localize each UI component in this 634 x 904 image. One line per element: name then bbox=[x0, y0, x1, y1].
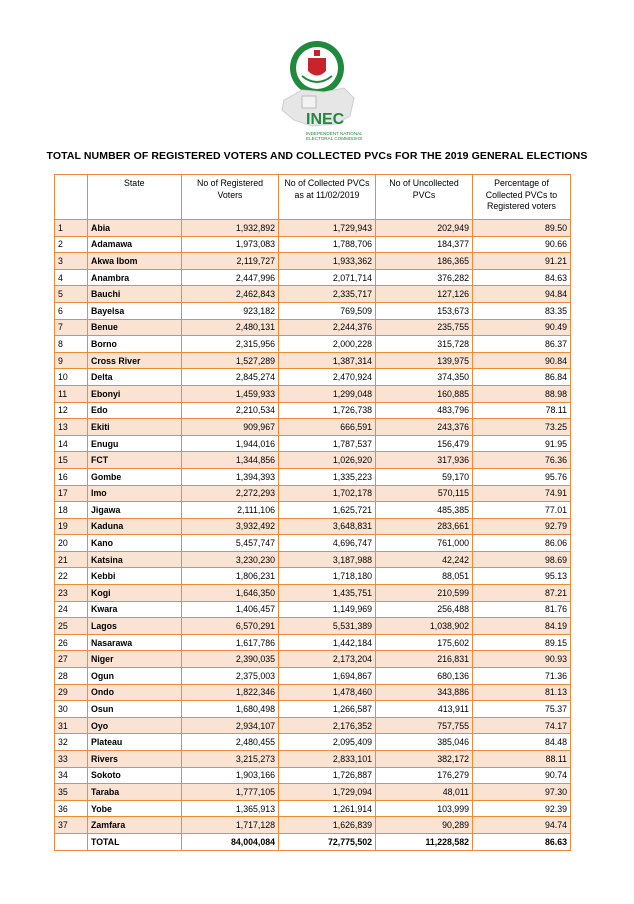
uncollected-pvcs: 90,289 bbox=[376, 817, 473, 834]
registered-voters: 1,406,457 bbox=[182, 601, 279, 618]
uncollected-pvcs: 483,796 bbox=[376, 402, 473, 419]
registered-voters: 1,344,856 bbox=[182, 452, 279, 469]
registered-voters: 1,617,786 bbox=[182, 634, 279, 651]
state-name: Lagos bbox=[88, 618, 182, 635]
table-row bbox=[55, 800, 571, 817]
row-index: 37 bbox=[55, 817, 88, 834]
total-percentage: 86.63 bbox=[473, 833, 571, 850]
registered-voters: 1,944,016 bbox=[182, 435, 279, 452]
page-title: TOTAL NUMBER OF REGISTERED VOTERS AND COLLECTED PVCs FOR THE 2019 GENERAL ELECTIONS bbox=[46, 150, 588, 162]
uncollected-pvcs: 1,038,902 bbox=[376, 618, 473, 635]
uncollected-pvcs: 256,488 bbox=[376, 601, 473, 618]
registered-voters: 1,777,105 bbox=[182, 784, 279, 801]
state-name: Delta bbox=[88, 369, 182, 386]
header-state: State bbox=[88, 175, 182, 220]
state-name: Jigawa bbox=[88, 502, 182, 519]
registered-voters: 2,119,727 bbox=[182, 253, 279, 270]
uncollected-pvcs: 757,755 bbox=[376, 717, 473, 734]
uncollected-pvcs: 127,126 bbox=[376, 286, 473, 303]
collected-percentage: 81.76 bbox=[473, 601, 571, 618]
logo-text: INEC bbox=[306, 111, 345, 128]
table-row bbox=[55, 618, 571, 635]
collected-percentage: 86.06 bbox=[473, 535, 571, 552]
header-registered: No of Registered Voters bbox=[182, 175, 279, 220]
uncollected-pvcs: 570,115 bbox=[376, 485, 473, 502]
row-index: 31 bbox=[55, 717, 88, 734]
table-row bbox=[55, 668, 571, 685]
registered-voters: 1,717,128 bbox=[182, 817, 279, 834]
collected-pvcs: 1,726,887 bbox=[279, 767, 376, 784]
table-row bbox=[55, 784, 571, 801]
uncollected-pvcs: 88,051 bbox=[376, 568, 473, 585]
uncollected-pvcs: 153,673 bbox=[376, 302, 473, 319]
registered-voters: 3,230,230 bbox=[182, 551, 279, 568]
registered-voters: 2,111,106 bbox=[182, 502, 279, 519]
row-index: 3 bbox=[55, 253, 88, 270]
collected-pvcs: 1,694,867 bbox=[279, 668, 376, 685]
collected-pvcs: 2,470,924 bbox=[279, 369, 376, 386]
row-index: 16 bbox=[55, 468, 88, 485]
collected-percentage: 90.84 bbox=[473, 352, 571, 369]
table-row bbox=[55, 385, 571, 402]
table-row bbox=[55, 551, 571, 568]
row-index: 9 bbox=[55, 352, 88, 369]
state-name: Ogun bbox=[88, 668, 182, 685]
collected-pvcs: 2,095,409 bbox=[279, 734, 376, 751]
state-name: Benue bbox=[88, 319, 182, 336]
total-row bbox=[55, 833, 571, 850]
registered-voters: 2,272,293 bbox=[182, 485, 279, 502]
collected-percentage: 84.19 bbox=[473, 618, 571, 635]
table-row bbox=[55, 767, 571, 784]
collected-percentage: 73.25 bbox=[473, 419, 571, 436]
table-row bbox=[55, 468, 571, 485]
collected-percentage: 76.36 bbox=[473, 452, 571, 469]
row-index: 8 bbox=[55, 336, 88, 353]
uncollected-pvcs: 216,831 bbox=[376, 651, 473, 668]
collected-pvcs: 1,478,460 bbox=[279, 684, 376, 701]
state-name: Yobe bbox=[88, 800, 182, 817]
uncollected-pvcs: 48,011 bbox=[376, 784, 473, 801]
uncollected-pvcs: 156,479 bbox=[376, 435, 473, 452]
collected-pvcs: 1,788,706 bbox=[279, 236, 376, 253]
registered-voters: 2,480,131 bbox=[182, 319, 279, 336]
table-row bbox=[55, 817, 571, 834]
uncollected-pvcs: 485,385 bbox=[376, 502, 473, 519]
collected-percentage: 83.35 bbox=[473, 302, 571, 319]
table-row bbox=[55, 269, 571, 286]
registered-voters: 1,459,933 bbox=[182, 385, 279, 402]
collected-pvcs: 769,509 bbox=[279, 302, 376, 319]
registered-voters: 2,934,107 bbox=[182, 717, 279, 734]
state-name: Niger bbox=[88, 651, 182, 668]
total-uncollected: 11,228,582 bbox=[376, 833, 473, 850]
row-index: 23 bbox=[55, 585, 88, 602]
row-index: 6 bbox=[55, 302, 88, 319]
table-header-row bbox=[55, 175, 571, 220]
collected-percentage: 78.11 bbox=[473, 402, 571, 419]
state-name: Kebbi bbox=[88, 568, 182, 585]
uncollected-pvcs: 176,279 bbox=[376, 767, 473, 784]
collected-pvcs: 2,244,376 bbox=[279, 319, 376, 336]
collected-percentage: 75.37 bbox=[473, 701, 571, 718]
registered-voters: 2,845,274 bbox=[182, 369, 279, 386]
table-row bbox=[55, 684, 571, 701]
table-row bbox=[55, 502, 571, 519]
collected-percentage: 91.95 bbox=[473, 435, 571, 452]
row-index: 15 bbox=[55, 452, 88, 469]
uncollected-pvcs: 139,975 bbox=[376, 352, 473, 369]
collected-pvcs: 1,442,184 bbox=[279, 634, 376, 651]
uncollected-pvcs: 315,728 bbox=[376, 336, 473, 353]
collected-pvcs: 1,625,721 bbox=[279, 502, 376, 519]
collected-percentage: 95.76 bbox=[473, 468, 571, 485]
registered-voters: 3,932,492 bbox=[182, 518, 279, 535]
state-name: Bauchi bbox=[88, 286, 182, 303]
registered-voters: 1,527,289 bbox=[182, 352, 279, 369]
collected-pvcs: 1,266,587 bbox=[279, 701, 376, 718]
table-row bbox=[55, 485, 571, 502]
collected-percentage: 88.98 bbox=[473, 385, 571, 402]
table-row bbox=[55, 535, 571, 552]
collected-percentage: 74.91 bbox=[473, 485, 571, 502]
state-name: Kogi bbox=[88, 585, 182, 602]
collected-percentage: 88.11 bbox=[473, 751, 571, 768]
uncollected-pvcs: 59,170 bbox=[376, 468, 473, 485]
state-name: Plateau bbox=[88, 734, 182, 751]
table-row bbox=[55, 518, 571, 535]
uncollected-pvcs: 376,282 bbox=[376, 269, 473, 286]
row-index: 5 bbox=[55, 286, 88, 303]
table-row bbox=[55, 236, 571, 253]
state-name: Adamawa bbox=[88, 236, 182, 253]
collected-pvcs: 1,299,048 bbox=[279, 385, 376, 402]
collected-percentage: 90.74 bbox=[473, 767, 571, 784]
table-row bbox=[55, 568, 571, 585]
table-row bbox=[55, 220, 571, 237]
uncollected-pvcs: 235,755 bbox=[376, 319, 473, 336]
table-row bbox=[55, 585, 571, 602]
registered-voters: 2,375,003 bbox=[182, 668, 279, 685]
state-name: Ekiti bbox=[88, 419, 182, 436]
collected-pvcs: 2,176,352 bbox=[279, 717, 376, 734]
collected-pvcs: 1,729,943 bbox=[279, 220, 376, 237]
uncollected-pvcs: 175,602 bbox=[376, 634, 473, 651]
state-name: Sokoto bbox=[88, 767, 182, 784]
state-name: Bayelsa bbox=[88, 302, 182, 319]
table-row bbox=[55, 402, 571, 419]
row-index: 21 bbox=[55, 551, 88, 568]
state-name: Imo bbox=[88, 485, 182, 502]
uncollected-pvcs: 317,936 bbox=[376, 452, 473, 469]
collected-pvcs: 2,071,714 bbox=[279, 269, 376, 286]
collected-pvcs: 2,833,101 bbox=[279, 751, 376, 768]
collected-percentage: 94.84 bbox=[473, 286, 571, 303]
registered-voters: 5,457,747 bbox=[182, 535, 279, 552]
collected-pvcs: 5,531,389 bbox=[279, 618, 376, 635]
row-index: 1 bbox=[55, 220, 88, 237]
row-index: 26 bbox=[55, 634, 88, 651]
collected-percentage: 89.15 bbox=[473, 634, 571, 651]
collected-pvcs: 2,000,228 bbox=[279, 336, 376, 353]
table-row bbox=[55, 717, 571, 734]
row-index: 7 bbox=[55, 319, 88, 336]
state-name: Taraba bbox=[88, 784, 182, 801]
table-row bbox=[55, 352, 571, 369]
state-name: Borno bbox=[88, 336, 182, 353]
state-name: Kaduna bbox=[88, 518, 182, 535]
header-collected: No of Collected PVCs as at 11/02/2019 bbox=[279, 175, 376, 220]
collected-percentage: 90.93 bbox=[473, 651, 571, 668]
row-index: 18 bbox=[55, 502, 88, 519]
uncollected-pvcs: 202,949 bbox=[376, 220, 473, 237]
collected-percentage: 92.39 bbox=[473, 800, 571, 817]
state-name: Katsina bbox=[88, 551, 182, 568]
row-index: 36 bbox=[55, 800, 88, 817]
row-index: 10 bbox=[55, 369, 88, 386]
collected-percentage: 97.30 bbox=[473, 784, 571, 801]
registered-voters: 2,462,843 bbox=[182, 286, 279, 303]
uncollected-pvcs: 243,376 bbox=[376, 419, 473, 436]
total-collected: 72,775,502 bbox=[279, 833, 376, 850]
row-index: 29 bbox=[55, 684, 88, 701]
table-row bbox=[55, 286, 571, 303]
collected-percentage: 92.79 bbox=[473, 518, 571, 535]
row-index: 2 bbox=[55, 236, 88, 253]
collected-percentage: 86.84 bbox=[473, 369, 571, 386]
state-name: Osun bbox=[88, 701, 182, 718]
registered-voters: 2,480,455 bbox=[182, 734, 279, 751]
collected-pvcs: 1,149,969 bbox=[279, 601, 376, 618]
collected-pvcs: 1,026,920 bbox=[279, 452, 376, 469]
total-label: TOTAL bbox=[88, 833, 182, 850]
collected-percentage: 84.48 bbox=[473, 734, 571, 751]
state-name: Oyo bbox=[88, 717, 182, 734]
collected-pvcs: 1,729,094 bbox=[279, 784, 376, 801]
row-index: 34 bbox=[55, 767, 88, 784]
uncollected-pvcs: 210,599 bbox=[376, 585, 473, 602]
row-index: 19 bbox=[55, 518, 88, 535]
table-row bbox=[55, 701, 571, 718]
row-index: 28 bbox=[55, 668, 88, 685]
collected-pvcs: 1,435,751 bbox=[279, 585, 376, 602]
collected-pvcs: 2,335,717 bbox=[279, 286, 376, 303]
table-row bbox=[55, 452, 571, 469]
header-index bbox=[55, 175, 88, 220]
row-index: 30 bbox=[55, 701, 88, 718]
state-name: Enugu bbox=[88, 435, 182, 452]
voters-table bbox=[54, 174, 571, 851]
registered-voters: 1,806,231 bbox=[182, 568, 279, 585]
registered-voters: 1,903,166 bbox=[182, 767, 279, 784]
state-name: FCT bbox=[88, 452, 182, 469]
table-row bbox=[55, 751, 571, 768]
table-row bbox=[55, 336, 571, 353]
collected-percentage: 95.13 bbox=[473, 568, 571, 585]
collected-pvcs: 1,626,839 bbox=[279, 817, 376, 834]
row-index: 27 bbox=[55, 651, 88, 668]
collected-pvcs: 1,387,314 bbox=[279, 352, 376, 369]
row-index: 35 bbox=[55, 784, 88, 801]
row-index: 22 bbox=[55, 568, 88, 585]
registered-voters: 2,210,534 bbox=[182, 402, 279, 419]
table-row bbox=[55, 734, 571, 751]
header-uncollected: No of Uncollected PVCs bbox=[376, 175, 473, 220]
uncollected-pvcs: 184,377 bbox=[376, 236, 473, 253]
total-index bbox=[55, 833, 88, 850]
state-name: Abia bbox=[88, 220, 182, 237]
row-index: 20 bbox=[55, 535, 88, 552]
registered-voters: 923,182 bbox=[182, 302, 279, 319]
registered-voters: 1,973,083 bbox=[182, 236, 279, 253]
uncollected-pvcs: 385,046 bbox=[376, 734, 473, 751]
inec-emblem-icon bbox=[272, 38, 362, 150]
registered-voters: 1,394,393 bbox=[182, 468, 279, 485]
table-row bbox=[55, 634, 571, 651]
row-index: 12 bbox=[55, 402, 88, 419]
collected-percentage: 74.17 bbox=[473, 717, 571, 734]
logo-subtitle-1: INDEPENDENT NATIONAL bbox=[306, 131, 362, 136]
state-name: Kwara bbox=[88, 601, 182, 618]
table-row bbox=[55, 253, 571, 270]
row-index: 11 bbox=[55, 385, 88, 402]
uncollected-pvcs: 761,000 bbox=[376, 535, 473, 552]
state-name: Ondo bbox=[88, 684, 182, 701]
table-row bbox=[55, 651, 571, 668]
registered-voters: 1,365,913 bbox=[182, 800, 279, 817]
collected-pvcs: 1,933,362 bbox=[279, 253, 376, 270]
registered-voters: 909,967 bbox=[182, 419, 279, 436]
uncollected-pvcs: 343,886 bbox=[376, 684, 473, 701]
collected-percentage: 86.37 bbox=[473, 336, 571, 353]
collected-percentage: 98.69 bbox=[473, 551, 571, 568]
header-percentage: Percentage of Collected PVCs to Registered voters bbox=[473, 175, 571, 220]
row-index: 32 bbox=[55, 734, 88, 751]
collected-pvcs: 3,187,988 bbox=[279, 551, 376, 568]
logo-subtitle-2: ELECTORAL COMMISSION bbox=[306, 136, 362, 141]
state-name: Anambra bbox=[88, 269, 182, 286]
row-index: 13 bbox=[55, 419, 88, 436]
state-name: Zamfara bbox=[88, 817, 182, 834]
registered-voters: 2,447,996 bbox=[182, 269, 279, 286]
collected-pvcs: 1,702,178 bbox=[279, 485, 376, 502]
collected-pvcs: 1,335,223 bbox=[279, 468, 376, 485]
table-row bbox=[55, 435, 571, 452]
registered-voters: 1,932,892 bbox=[182, 220, 279, 237]
uncollected-pvcs: 283,661 bbox=[376, 518, 473, 535]
total-registered: 84,004,084 bbox=[182, 833, 279, 850]
uncollected-pvcs: 186,365 bbox=[376, 253, 473, 270]
uncollected-pvcs: 374,350 bbox=[376, 369, 473, 386]
registered-voters: 3,215,273 bbox=[182, 751, 279, 768]
state-name: Ebonyi bbox=[88, 385, 182, 402]
registered-voters: 1,646,350 bbox=[182, 585, 279, 602]
collected-percentage: 84.63 bbox=[473, 269, 571, 286]
state-name: Edo bbox=[88, 402, 182, 419]
table-row bbox=[55, 601, 571, 618]
table-row bbox=[55, 319, 571, 336]
uncollected-pvcs: 413,911 bbox=[376, 701, 473, 718]
state-name: Akwa Ibom bbox=[88, 253, 182, 270]
collected-pvcs: 666,591 bbox=[279, 419, 376, 436]
row-index: 24 bbox=[55, 601, 88, 618]
collected-percentage: 90.49 bbox=[473, 319, 571, 336]
table-row bbox=[55, 369, 571, 386]
state-name: Gombe bbox=[88, 468, 182, 485]
collected-percentage: 89.50 bbox=[473, 220, 571, 237]
state-name: Cross River bbox=[88, 352, 182, 369]
state-name: Kano bbox=[88, 535, 182, 552]
uncollected-pvcs: 42,242 bbox=[376, 551, 473, 568]
collected-percentage: 81.13 bbox=[473, 684, 571, 701]
inec-logo bbox=[272, 38, 362, 150]
collected-pvcs: 1,261,914 bbox=[279, 800, 376, 817]
row-index: 33 bbox=[55, 751, 88, 768]
registered-voters: 2,315,956 bbox=[182, 336, 279, 353]
registered-voters: 2,390,035 bbox=[182, 651, 279, 668]
registered-voters: 1,822,346 bbox=[182, 684, 279, 701]
state-name: Nasarawa bbox=[88, 634, 182, 651]
table-row bbox=[55, 419, 571, 436]
collected-percentage: 77.01 bbox=[473, 502, 571, 519]
row-index: 25 bbox=[55, 618, 88, 635]
row-index: 17 bbox=[55, 485, 88, 502]
uncollected-pvcs: 680,136 bbox=[376, 668, 473, 685]
collected-percentage: 91.21 bbox=[473, 253, 571, 270]
registered-voters: 1,680,498 bbox=[182, 701, 279, 718]
collected-pvcs: 1,787,537 bbox=[279, 435, 376, 452]
table-row bbox=[55, 302, 571, 319]
collected-pvcs: 3,648,831 bbox=[279, 518, 376, 535]
collected-percentage: 94.74 bbox=[473, 817, 571, 834]
collected-percentage: 71.36 bbox=[473, 668, 571, 685]
row-index: 14 bbox=[55, 435, 88, 452]
collected-pvcs: 4,696,747 bbox=[279, 535, 376, 552]
uncollected-pvcs: 103,999 bbox=[376, 800, 473, 817]
uncollected-pvcs: 382,172 bbox=[376, 751, 473, 768]
uncollected-pvcs: 160,885 bbox=[376, 385, 473, 402]
collected-pvcs: 1,726,738 bbox=[279, 402, 376, 419]
state-name: Rivers bbox=[88, 751, 182, 768]
collected-pvcs: 2,173,204 bbox=[279, 651, 376, 668]
row-index: 4 bbox=[55, 269, 88, 286]
collected-percentage: 90.66 bbox=[473, 236, 571, 253]
registered-voters: 6,570,291 bbox=[182, 618, 279, 635]
collected-pvcs: 1,718,180 bbox=[279, 568, 376, 585]
collected-percentage: 87.21 bbox=[473, 585, 571, 602]
